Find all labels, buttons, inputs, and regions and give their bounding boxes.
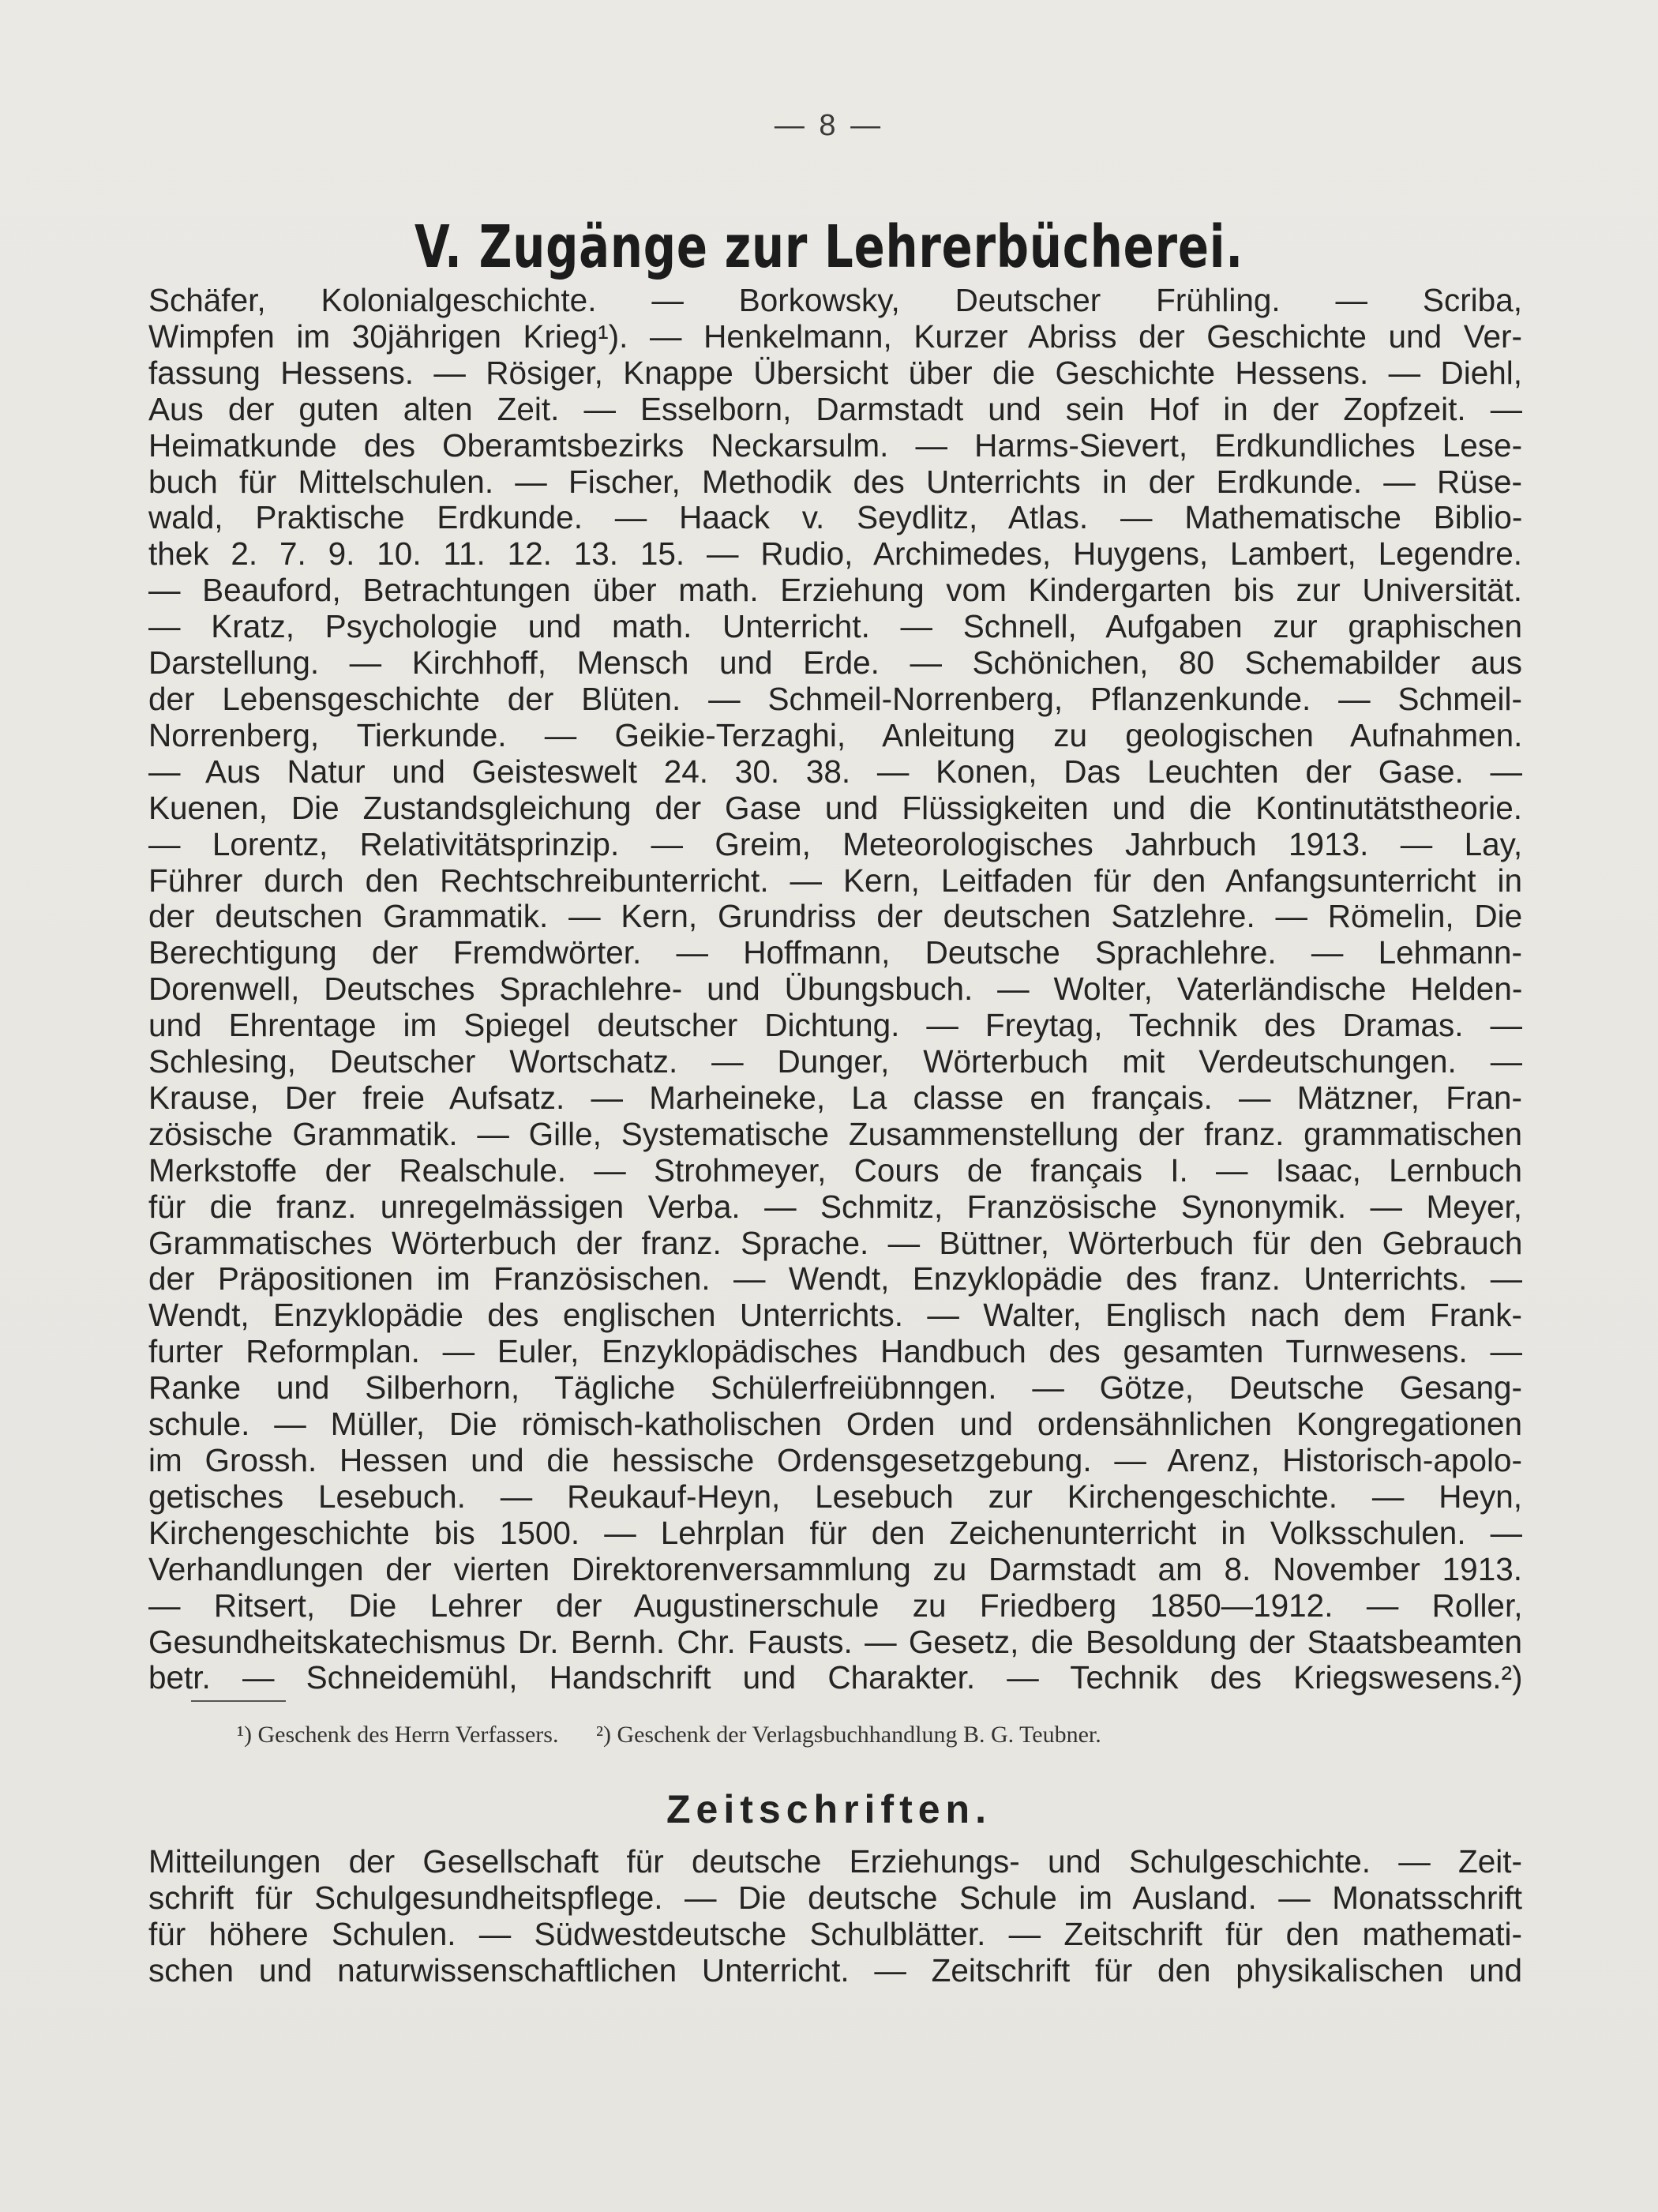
text-line: — Aus Natur und Geisteswelt 24. 30. 38. — Konen, Das Leuchten der Gase. — — [148, 753, 1522, 790]
section-title: V. Zugänge zur Lehrerbücherei. — [414, 213, 1244, 281]
footnote-1: ¹) Geschenk des Herrn Verfassers. — [237, 1722, 559, 1748]
text-line: schrift für Schulgesundheitspflege. — Die deutsche Schule im Ausland. — Monatsschrift — [148, 1880, 1522, 1916]
text-line: — Beauford, Betrachtungen über math. Erziehung vom Kindergarten bis zur Universität. — [148, 573, 1522, 609]
footnotes — [237, 1722, 1421, 1748]
text-line: und Ehrentage im Spiegel deutscher Dichtung. — Freytag, Technik des Dramas. — — [148, 1008, 1522, 1044]
text-line: Grammatisches Wörterbuch der franz. Sprache. — Büttner, Wörterbuch für den Gebrauch — [148, 1225, 1522, 1261]
text-line: Schlesing, Deutscher Wortschatz. — Dunger, Wörterbuch mit Verdeutschungen. — — [148, 1044, 1522, 1080]
text-line: — Lorentz, Relativitätsprinzip. — Greim, Meteorologisches Jahrbuch 1913. — Lay, — [148, 826, 1522, 862]
text-line: für die franz. unregelmässigen Verba. — Schmitz, Französische Synonymik. — Meyer, — [148, 1189, 1522, 1225]
text-line: Gesundheitskatechismus Dr. Bernh. Chr. Fausts. — Gesetz, die Besoldung der Staatsbeamten — [148, 1624, 1522, 1660]
text-line: zösische Grammatik. — Gille, Systematische Zusammenstellung der franz. grammatischen — [148, 1116, 1522, 1152]
text-line: der Präpositionen im Französischen. — Wendt, Enzyklopädie des franz. Unterrichts. — — [148, 1261, 1522, 1298]
text-line: Krause, Der freie Aufsatz. — Marheineke, La classe en français. — Mätzner, Fran- — [148, 1080, 1522, 1116]
journals-list — [148, 1844, 1522, 1989]
text-line: Kuenen, Die Zustandsgleichung der Gase und Flüssigkeiten und die Kontinutätstheorie. — [148, 790, 1522, 826]
text-line: — Kratz, Psychologie und math. Unterricht. — Schnell, Aufgaben zur graphischen — [148, 609, 1522, 645]
text-line: Dorenwell, Deutsches Sprachlehre- und Übungsbuch. — Wolter, Vaterländische Helden- — [148, 971, 1522, 1008]
text-line: Ranke und Silberhorn, Tägliche Schülerfreiübnngen. — Götze, Deutsche Gesang- — [148, 1370, 1522, 1406]
text-line: Merkstoffe der Realschule. — Strohmeyer, Cours de français I. — Isaac, Lernbuch — [148, 1152, 1522, 1189]
text-line: Heimatkunde des Oberamtsbezirks Neckarsulm. — Harms-Sievert, Erdkundliches Lese- — [148, 427, 1522, 464]
text-line: schule. — Müller, Die römisch-katholischen Orden und ordensähnlichen Kongregationen — [148, 1406, 1522, 1443]
text-line: fassung Hessens. — Rösiger, Knappe Übersicht über die Geschichte Hessens. — Diehl, — [148, 355, 1522, 391]
footnote-2: ²) Geschenk der Verlagsbuchhandlung B. G. Teubner. — [595, 1722, 1101, 1748]
text-line: wald, Praktische Erdkunde. — Haack v. Seydlitz, Atlas. — Mathematische Biblio- — [148, 500, 1522, 536]
text-line: Berechtigung der Fremdwörter. — Hoffmann, Deutsche Sprachlehre. — Lehmann- — [148, 935, 1522, 971]
page-number: — 8 — — [774, 109, 884, 142]
text-line: der deutschen Grammatik. — Kern, Grundriss der deutschen Satzlehre. — Römelin, Die — [148, 899, 1522, 935]
text-line: Darstellung. — Kirchhoff, Mensch und Erde. — Schönichen, 80 Schemabilder aus — [148, 645, 1522, 682]
text-line: Wimpfen im 30jährigen Krieg¹). — Henkelmann, Kurzer Abriss der Geschichte und Ver- — [148, 318, 1522, 355]
text-line: thek 2. 7. 9. 10. 11. 12. 13. 15. — Rudio, Archimedes, Huygens, Lambert, Legendre. — [148, 536, 1522, 573]
text-line: buch für Mittelschulen. — Fischer, Methodik des Unterrichts in der Erdkunde. — Rüse- — [148, 464, 1522, 500]
text-line: Mitteilungen der Gesellschaft für deutsche Erziehungs- und Schulgeschichte. — Zeit- — [148, 1844, 1522, 1880]
text-line: Verhandlungen der vierten Direktorenversammlung zu Darmstadt am 8. November 1913. — [148, 1551, 1522, 1587]
footnote-rule — [191, 1700, 286, 1702]
text-line: der Lebensgeschichte der Blüten. — Schmeil-Norrenberg, Pflanzenkunde. — Schmeil- — [148, 681, 1522, 717]
acquisitions-list — [148, 283, 1522, 1696]
text-line: Schäfer, Kolonialgeschichte. — Borkowsky, Deutscher Frühling. — Scriba, — [148, 283, 1522, 318]
text-line: im Grossh. Hessen und die hessische Ordensgesetzgebung. — Arenz, Historisch-apolo- — [148, 1443, 1522, 1478]
text-line: betr. — Schneidemühl, Handschrift und Charakter. — Technik des Kriegswesens.²) — [148, 1660, 1522, 1696]
text-line: für höhere Schulen. — Südwestdeutsche Schulblätter. — Zeitschrift für den mathemati- — [148, 1916, 1522, 1952]
text-line: schen und naturwissenschaftlichen Unterricht. — Zeitschrift für den physikalischen und — [148, 1952, 1522, 1989]
text-line: Führer durch den Rechtschreibunterricht. — Kern, Leitfaden für den Anfangsunterricht in — [148, 862, 1522, 899]
text-line: getisches Lesebuch. — Reukauf-Heyn, Lesebuch zur Kirchengeschichte. — Heyn, — [148, 1478, 1522, 1515]
text-line: Wendt, Enzyklopädie des englischen Unterrichts. — Walter, Englisch nach dem Frank- — [148, 1298, 1522, 1334]
text-line: Aus der guten alten Zeit. — Esselborn, Darmstadt und sein Hof in der Zopfzeit. — — [148, 391, 1522, 427]
text-line: — Ritsert, Die Lehrer der Augustinerschule zu Friedberg 1850—1912. — Roller, — [148, 1587, 1522, 1624]
journals-heading: Zeitschriften. — [666, 1787, 992, 1831]
text-line: furter Reformplan. — Euler, Enzyklopädisches Handbuch des gesamten Turnwesens. — — [148, 1334, 1522, 1370]
text-line: Norrenberg, Tierkunde. — Geikie-Terzaghi, Anleitung zu geologischen Aufnahmen. — [148, 717, 1522, 753]
text-line: Kirchengeschichte bis 1500. — Lehrplan für den Zeichenunterricht in Volksschulen. — — [148, 1515, 1522, 1551]
